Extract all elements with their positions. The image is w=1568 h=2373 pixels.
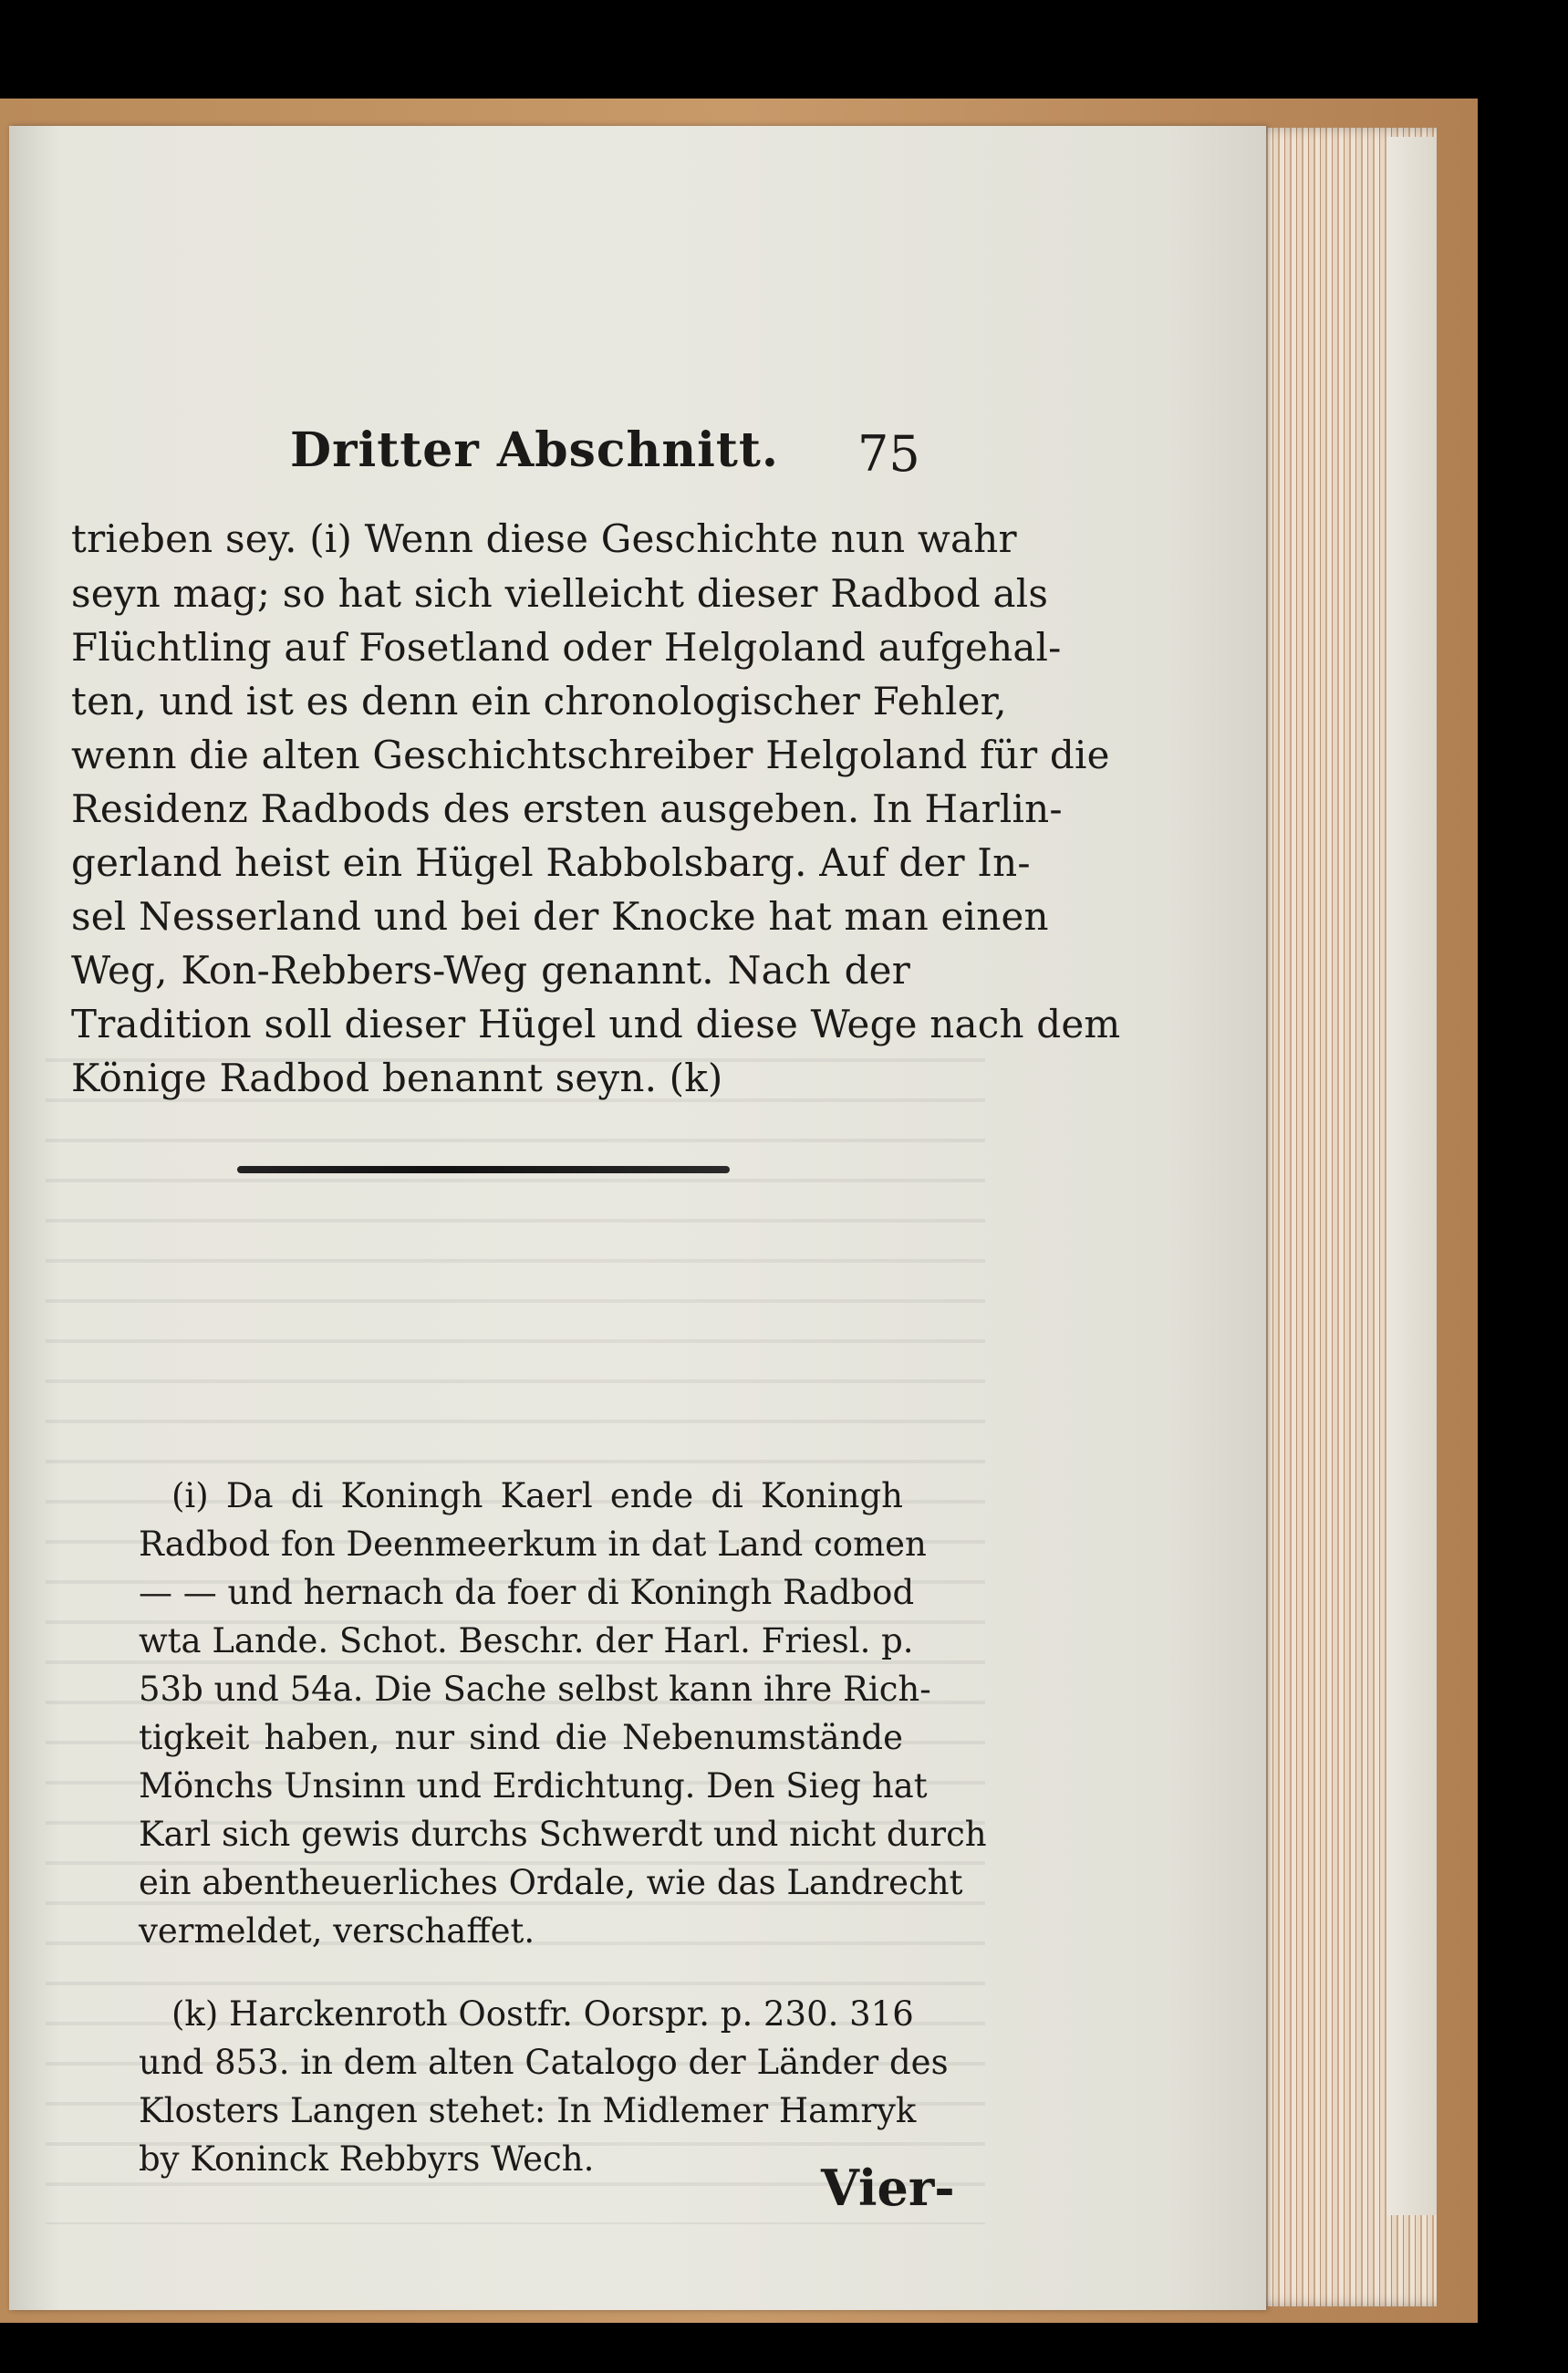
body-line: Tradition soll dieser Hügel und diese Wege nach dem [71,1002,1121,1046]
footnote-line: Mönchs Unsinn und Erdichtung. Den Sieg hat [139,1766,928,1806]
body-line: Könige Radbod benannt seyn. (k) [71,1056,723,1100]
body-line: gerland heist ein Hügel Rabbolsbarg. Auf der In- [71,840,1031,885]
footnote-line: Klosters Langen stehet: In Midlemer Hamryk [139,2091,917,2130]
body-line: ten, und ist es denn ein chronologischer Fehler, [71,679,1007,723]
footnote-line: und 853. in dem alten Catalogo der Länder des [139,2043,949,2082]
body-line: trieben sey. (i) Wenn diese Geschichte nun wahr [71,516,1017,561]
inner-page-edge [1386,137,1437,2215]
footnote-line: by Koninck Rebbyrs Wech. [139,2139,595,2179]
footnote-line: — — und hernach da foer di Koningh Radbod [139,1573,915,1612]
body-line: sel Nesserland und bei der Knocke hat man einen [71,894,1049,939]
footnote-line: Radbod fon Deenmeerkum in dat Land comen [139,1525,927,1564]
section-rule [237,1166,730,1173]
body-line: wenn die alten Geschichtschreiber Helgoland für die [71,733,1110,777]
body-line: seyn mag; so hat sich vielleicht dieser Radbod als [71,571,1049,616]
footnote-line: tigkeit haben, nur sind die Nebenumstände [139,1718,903,1757]
page-number: 75 [857,425,920,483]
body-line: Flüchtling auf Fosetland oder Helgoland aufgehal- [71,625,1062,670]
footnote-line: Karl sich gewis durchs Schwerdt und nicht durch [139,1815,987,1854]
footnote-line: 53b und 54a. Die Sache selbst kann ihre Rich- [139,1670,931,1709]
body-line: Residenz Radbods des ersten ausgeben. In Harlin- [71,786,1063,831]
footnote-line: (i) Da di Koningh Kaerl ende di Koningh [171,1476,903,1515]
footnote-line: vermeldet, verschaffet. [139,1911,535,1951]
running-head: Dritter Abschnitt. [290,422,780,478]
body-line: Weg, Kon-Rebbers-Weg genannt. Nach der [71,948,910,993]
footnote-line: ein abentheuerliches Ordale, wie das Landrecht [139,1863,963,1902]
footnote-line: wta Lande. Schot. Beschr. der Harl. Friesl. p. [139,1621,914,1660]
book-page [9,126,1266,2310]
catchword: Vier- [821,2159,955,2217]
footnote-line: (k) Harckenroth Oostfr. Oorspr. p. 230. 316 [171,1994,914,2034]
